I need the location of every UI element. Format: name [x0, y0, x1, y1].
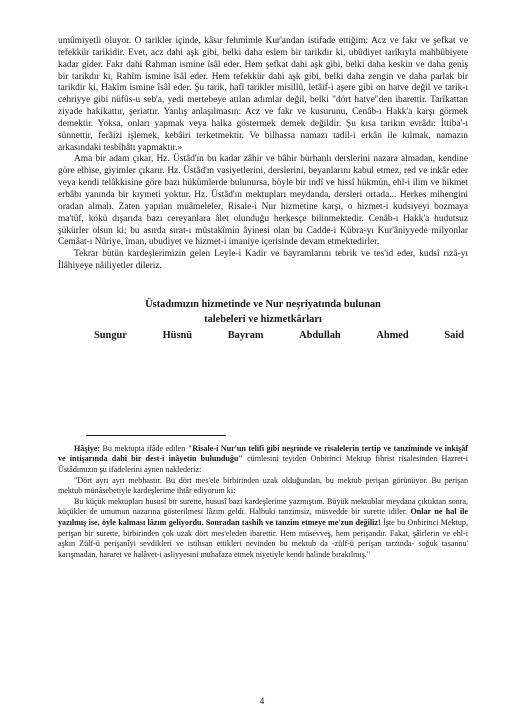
signature-line-1: Üstadımızın hizmetinde ve Nur neşriyatında bulunan: [145, 298, 381, 310]
signature-name: Said: [444, 329, 464, 341]
signature-name: Bayram: [227, 329, 264, 341]
footnote-quote: "Risale-i Nur'un telifi gibi neşrinde ve risalelerin tertip ve tanziminde ve inkişâf ve intişarında dahi bir dest-i inâyetin bulunduğu": [58, 443, 469, 464]
signature-names: [94, 330, 464, 341]
body-paragraph-1: umûmiyetli oluyor. O tarikler içinde, kâsır fehmimle Kur'andan istifade ettiğim: Acz ve fakr ve şefkat ve tefekkür tarikidir. Evet, acz dahi aşk gibi, belki daha eslem bir tarikdır ki, ubûdiyet tarîkıyla mahbûbiyete kadar gider. Fakr dahi Rahman ismine îsâl eder. Hem şefkat dahi aşk gibi, belki daha keskin ve daha geniş bir tarikdır ki, Rahîm ismine îsâl eder. Hem tefekkür dahi aşk gibi, belki daha zengin ve daha parlak bir tarikdir ki, Hakîm ismine îsâl eder. Şu tarik, hafî tarikler misillû, letâif-i aşere gibi on hatve değil ve tarik-ı cehriyye gibi nüfûs-u seb'a, yedi mertebeye atılan adımlar değil, belki "dört hatve"den ibarettir. Tarîkattan ziyade hakikattır, şeriattır. Yanlış anlaşılmasın: Acz ve fakr ve kusurunu, Cenâb-ı Hakk'a karşı görmek demektir. Yoksa, onları yapmak veya halka göstermek demek değildir. Şu kısa tarikın evrâdı: İttiba'-ı sünnettir, ferâizi işlemek, kebâiri terketmektir. Ve bilhassa namazı tadil-i erkân ile kılmak, namazın arkasındaki tesbîhâtı yapmaktır.»: [58, 36, 468, 153]
body-paragraph-2: Ama bir adam çıkar, Hz. Üstâd'ın bu kadar zâhir ve bâhir bürhanlı derslerini nazara almadan, kendine göre elbise, giyimler çıkarır. Hz. Üstâd'ın vasiyetlerini, derslerini, beyanlarını kabul etmez, red ve inkâr eder veya kendi telâkkisine göre bazı hükümlerde bulunursa, böyle bir indî ve hissî hükmün, ehl-i ilim ve hikmet erbâbı yanında bir kıymeti yoktur. Hz. Üstâd'ın mektupları meydanda, dersleri ortada... Herkes mihengini oradan almalı. Zaten yapılan muâmeleler, Risale-i Nur hizmetine karşı, o hizmet-i kudsiyeyi bozmaya ma'tûf, kökü dışarıda bazı cereyanlara âlet olunduğu herkesçe bilinmektedir. Cenâb-ı Hakk'a hudutsuz şükürler olsun ki; bu asırda sırat-ı müstakîmin âyinesi olan bu Cadde-i Kübra-yı Kur'âniyyede milyonlar Cemâat-ı Nûriye, îman, ubudiyet ve hizmet-i imaniye içerisinde devam etmektedirler.: [58, 154, 468, 248]
footnote-emphasis: Onlar ne hal ile yazılmış ise, öyle kalması lâzım geliyordu. Sonradan tashih ve tanzim etmeye me'zun değiliz!: [58, 507, 469, 528]
signature-block: [58, 297, 468, 327]
signature-name: Sungur: [94, 329, 127, 341]
signature-name: Hüsnü: [162, 329, 193, 341]
footnote-label: Hâşiye:: [74, 443, 101, 453]
footnote-paragraph-2: "Dört ayrı ayrı mebhastır. Bu dört mes'ele birbirinden uzak olduğundan, bu mektub perişan görünüyor. Bu perişan mektub münâsebetiyle kardeşlerime ihtâr ediyorum ki:: [58, 475, 468, 496]
body-paragraph-3: Tekrar bütün kardeşlerimizin gelen Leyle-i Kadir ve bayramlarını tebrik ve tes'id eder, kudsî rızâ-yı İlâhiyeye nâiliyetler dileriz.: [58, 249, 468, 272]
footnote-paragraph-3: [58, 497, 468, 561]
signature-name: Ahmed: [376, 329, 409, 341]
footnote-text: Bu mektupta ifâde edilen: [102, 443, 186, 453]
footnote-text: İşte bu Onbirinci Mektup, perişan bir surette, birbirinden çok uzak dört mes'eleden ibarettir. Hem müsevveş, hem perişandır. Fakat, şâirlerin ve ehl-i aşkın Zülf-ü perişanîyi sevdikleri ve istihsan ettikleri nevinden bu mektub da -zülf-ü perişan tarzında- soğuk tasannu' karışmadan, hararet ve halâvet-i asliyyesini muhafaza etmek niyetiyle kendi halinde bırakılmış.": [58, 518, 469, 559]
signature-name: Abdullah: [299, 329, 341, 341]
signature-line-2: talebeleri ve hizmetkârları: [204, 313, 322, 325]
footnote-paragraph-1: [58, 444, 468, 476]
page-number: 4: [259, 696, 265, 706]
footnote-divider: [86, 435, 226, 436]
footnote-text: Bu küçük mektupları hususî bir surette, hususî bazı kardeşlerime yazmıştım. Büyük mektublar meydana çıktıktan sonra, küçükler de umumun nazarına gösterilmesi lâzım geldi. Halbuki tanzimsiz, müsvedde bir surette idiler.: [58, 496, 468, 517]
footnote-text: cümlesini teyiden Onbirinci Mektup fihrist risalesinden Hazret-i Üstâdımızın şu ifadelerini aynen naklederiz:: [58, 454, 468, 475]
